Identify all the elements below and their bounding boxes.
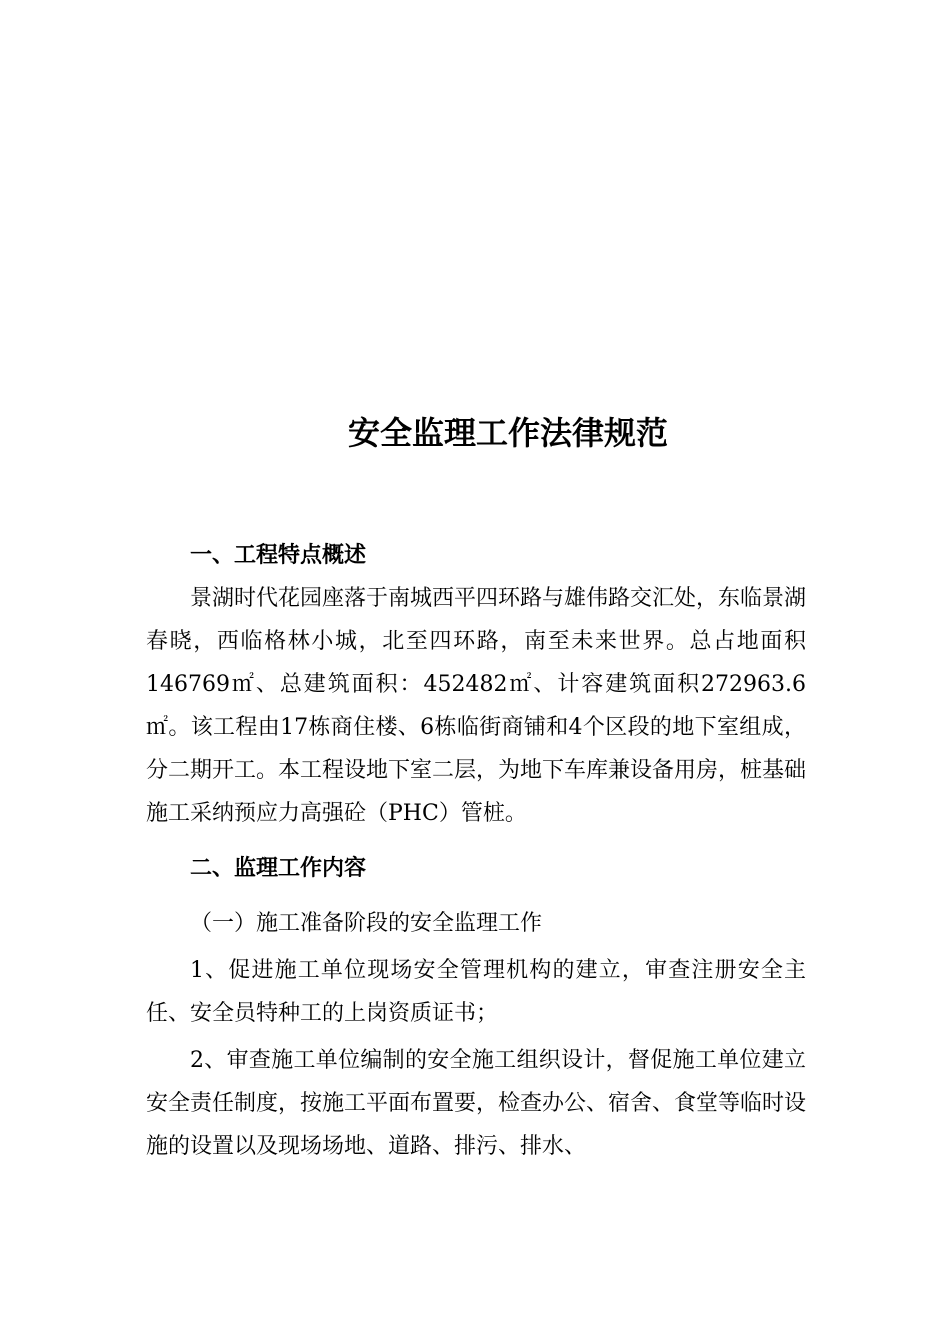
document-title: 安全监理工作法律规范 <box>347 414 668 452</box>
body-paragraph: 2、审查施工单位编制的安全施工组织设计，督促施工单位建立安全责任制度，按施工平面布置要，检查办公、宿舍、食堂等临时设施的设置以及现场场地、道路、排污、排水、 <box>146 1048 807 1159</box>
body-paragraph: 1、促进施工单位现场安全管理机构的建立，审查注册安全主任、安全员特种工的上岗资质证书； <box>146 958 806 1026</box>
section-heading: 一、工程特点概述 <box>190 543 367 568</box>
body-paragraph: 景湖时代花园座落于南城西平四环路与雄伟路交汇处，东临景湖春晓，西临格林小城，北至四环路，南至未来世界。总占地面积146769㎡、总建筑面积：452482㎡、计容建筑面积272963.6㎡。该工程由17栋商住楼、6栋临街商铺和4个区段的地下室组成，分二期开工。本工程设地下室二层，为地下车库兼设备用房，桩基础施工采纳预应力高强砼（PHC）管桩。 <box>146 586 807 826</box>
section-heading: 二、监理工作内容 <box>190 856 367 881</box>
subsection-heading: （一）施工准备阶段的安全监理工作 <box>190 911 543 936</box>
document-body <box>146 534 806 1168</box>
